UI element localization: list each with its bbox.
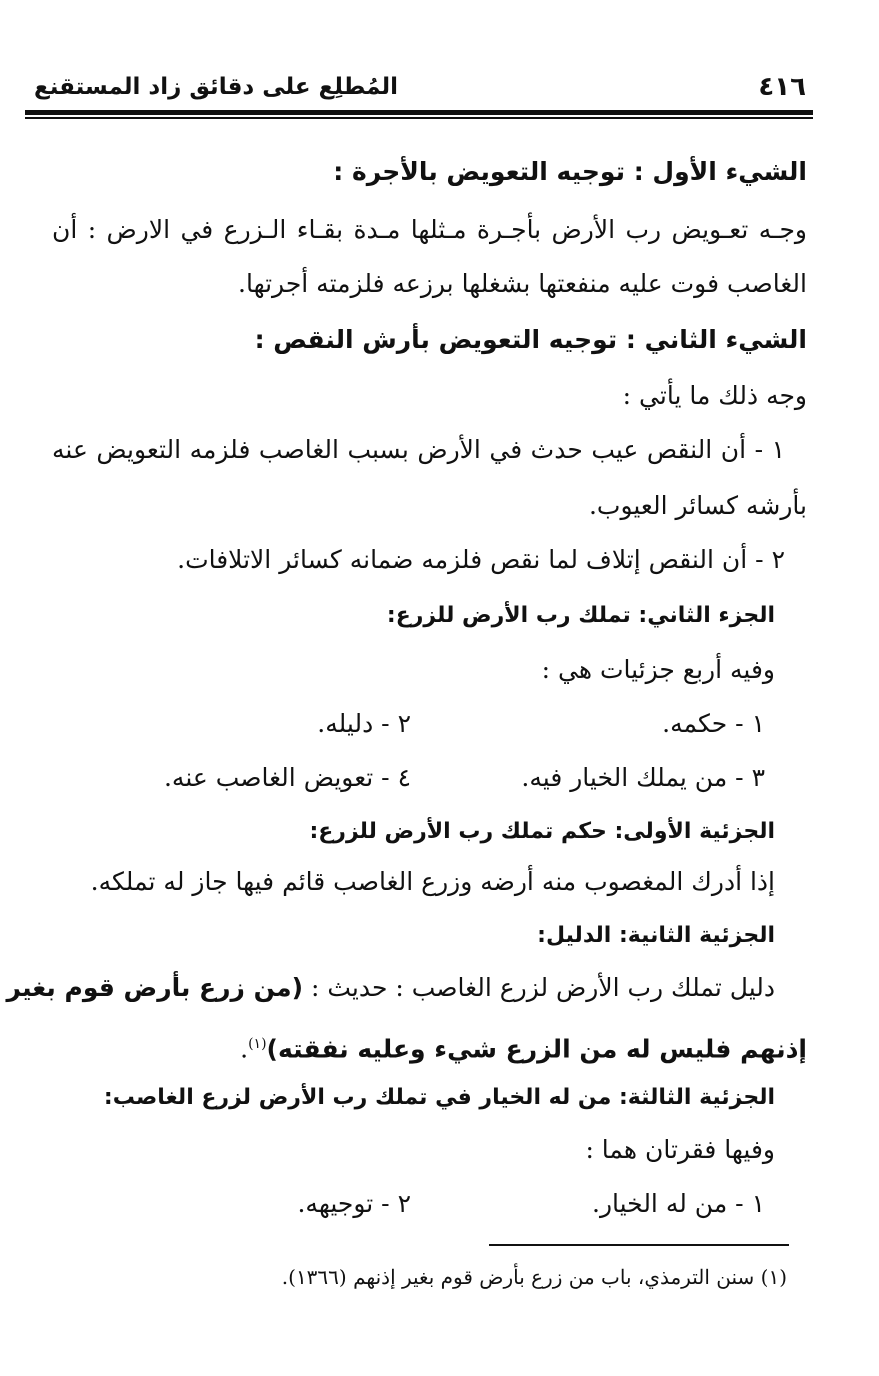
- part-1-heading: الجزئية الأولى: حكم تملك رب الأرض للزرع:: [309, 819, 775, 844]
- part-3-heading: الجزئية الثالثة: من له الخيار في تملك رب الأرض لزرع الغاصب:: [103, 1085, 775, 1110]
- footnote-separator: [489, 1244, 789, 1246]
- paragraph-1-line-1: وجـه تعـويض رب الأرض بأجـرة مـثلها مـدة بقـاء الـزرع في الارض : أن: [52, 215, 807, 244]
- list-b-item-1: ١ - من له الخيار.: [592, 1189, 765, 1218]
- section-2-intro: وفيه أربع جزئيات هي :: [541, 655, 775, 684]
- heading-second-thing: الشيء الثاني : توجيه التعويض بأرش النقص :: [254, 325, 807, 354]
- part-2-line-2: [58, 1024, 807, 1069]
- list-b-item-2: ٢ - توجيهه.: [297, 1189, 411, 1218]
- header-rule-thin: [25, 117, 813, 119]
- footnote-marker[interactable]: (١): [248, 1036, 267, 1052]
- footnote: (١) سنن الترمذي، باب من زرع بأرض قوم بغير إذنهم (١٣٦٦).: [281, 1265, 787, 1289]
- list-a-item-2: ٢ - دليله.: [317, 709, 411, 738]
- list-item-1-line-2: بأرشه كسائر العيوب.: [588, 491, 807, 520]
- paragraph-1-line-2: الغاصب فوت عليه منفعتها بشغلها برزعه فلزمته أجرتها.: [238, 269, 807, 298]
- page-number: ٤١٦: [758, 72, 806, 102]
- part-2-line-2-end: .: [240, 1034, 249, 1064]
- part-2-line-1-plain: دليل تملك رب الأرض لزرع الغاصب : حديث :: [303, 973, 775, 1002]
- running-title: المُطلِع على دقائق زاد المستقنع: [34, 74, 399, 100]
- part-1-text: إذا أدرك المغصوب منه أرضه وزرع الغاصب قائم فيها جاز له تملكه.: [90, 867, 775, 896]
- page-header: [28, 70, 810, 104]
- list-a-item-3: ٣ - من يملك الخيار فيه.: [521, 763, 765, 792]
- paragraph-2: وجه ذلك ما يأتي :: [622, 381, 807, 410]
- list-a-item-1: ١ - حكمه.: [662, 709, 765, 738]
- hadith-quote-start: (من زرع بأرض قوم بغير: [6, 973, 304, 1002]
- section-2-heading: الجزء الثاني: تملك رب الأرض للزرع:: [386, 603, 775, 628]
- part-2-line-1: [6, 968, 775, 1008]
- list-item-1-line-1: ١ - أن النقص عيب حدث في الأرض بسبب الغاصب فلزمه التعويض عنه: [52, 435, 785, 464]
- part-3-intro: وفيها فقرتان هما :: [585, 1135, 775, 1164]
- list-item-2: ٢ - أن النقص إتلاف لما نقص فلزمه ضمانه كسائر الاتلافات.: [177, 545, 785, 574]
- part-2-heading: الجزئية الثانية: الدليل:: [537, 923, 775, 948]
- header-rule-thick: [25, 110, 813, 115]
- hadith-quote-end: إذنهم فليس له من الزرع شيء وعليه نفقته): [266, 1034, 807, 1064]
- list-a-item-4: ٤ - تعويض الغاصب عنه.: [163, 763, 411, 792]
- heading-first-thing: الشيء الأول : توجيه التعويض بالأجرة :: [333, 157, 807, 186]
